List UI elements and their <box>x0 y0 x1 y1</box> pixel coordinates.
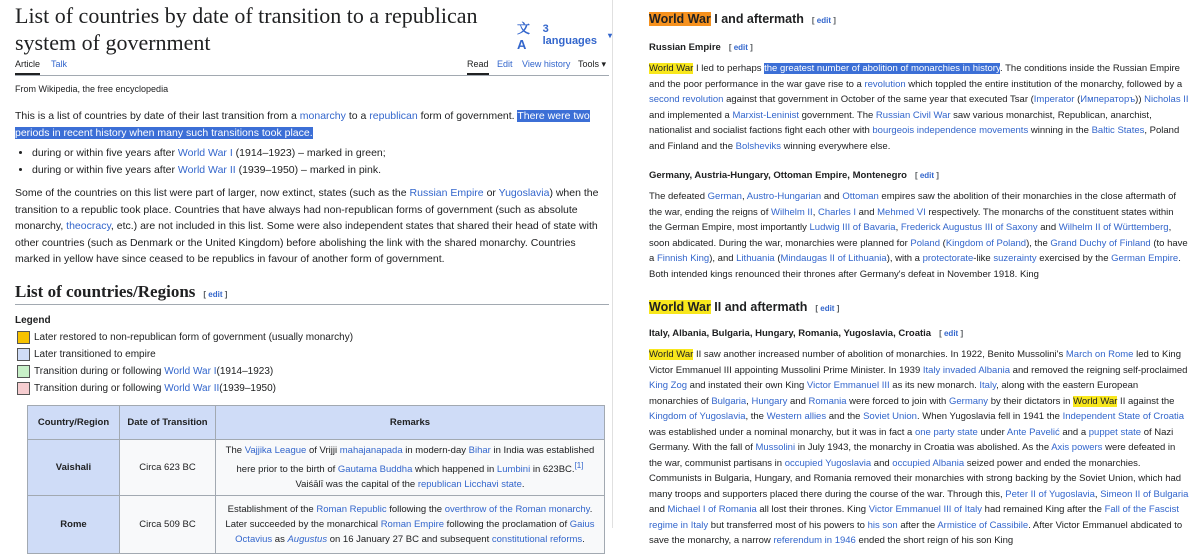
title-row <box>15 0 612 56</box>
table-header-row <box>28 405 605 439</box>
search-match: World War <box>1073 395 1118 407</box>
para-text: were forced to join with <box>846 395 949 407</box>
para-text: winning in the <box>1028 125 1092 136</box>
remark-link[interactable]: republican Licchavi state <box>417 478 522 490</box>
para-text: in July 1943, the monarchy in Croatia was abolished. As the <box>795 442 1052 453</box>
page-title: List of countries by date of transition to a republican system of government <box>15 3 478 55</box>
legend-item <box>17 329 612 346</box>
link-world-war-ii[interactable]: World War II <box>177 164 236 176</box>
remark-link[interactable]: Augustus <box>287 533 328 545</box>
link[interactable]: referendum in 1946 <box>773 535 856 546</box>
para-text: ( <box>774 253 781 264</box>
link-republican[interactable]: republican <box>369 110 418 122</box>
heading-text: Germany, Austria-Hungary, Ottoman Empire, Montenegro <box>649 170 907 181</box>
legend-item <box>17 380 612 397</box>
page-tabs <box>15 56 609 76</box>
italy-heading <box>649 328 1200 339</box>
countries-table <box>27 405 605 554</box>
link[interactable]: puppet state <box>1088 426 1142 438</box>
column-header[interactable]: Date of Transition <box>120 405 216 439</box>
para-text: and instated their own King <box>687 380 807 391</box>
para-text: ( <box>940 237 946 249</box>
para-text: government. The <box>798 109 876 121</box>
link[interactable]: Germany <box>948 395 989 407</box>
languages-label: 3 languages <box>542 23 598 47</box>
remark-link[interactable]: Vajjika League <box>244 444 307 456</box>
search-match: World War <box>649 349 694 360</box>
legend-text: Later transitioned to empire <box>34 348 156 360</box>
remark-link[interactable]: Lumbini <box>496 463 531 475</box>
para-text: )) <box>1135 94 1145 105</box>
link[interactable]: German <box>707 191 742 202</box>
intro-text: to a <box>345 110 370 122</box>
legend-text: (1939–1950) <box>219 382 276 394</box>
remark-link[interactable]: Gaius Octavius <box>235 518 595 545</box>
para-text: were defeated in the war, communist partisans in <box>649 442 1176 469</box>
link[interactable]: Italy <box>979 380 997 391</box>
link[interactable]: suzerainty <box>993 253 1037 264</box>
link[interactable]: Axis powers <box>1051 442 1103 453</box>
para-text: , <box>812 206 818 218</box>
list-text: during or within five years after <box>32 147 178 159</box>
edit-link[interactable]: edit <box>919 171 935 180</box>
column-header[interactable]: Remarks <box>216 405 605 439</box>
para-text: . The conditions inside the Russian Empire and the poor performance in the war gave rise to a <box>649 63 1180 90</box>
link[interactable]: Victor Emmanuel III of Italy <box>868 504 983 515</box>
link[interactable]: Mehmed VI <box>877 206 926 218</box>
link[interactable]: Ante Pavelić <box>1006 426 1060 438</box>
legend-swatch <box>17 348 30 361</box>
para-text: , etc.) are not included in this list. Some were also independent states that shared their head of state with other countries (such as Denmark or the United Kingdom) before abolishing the link with the shared monarchy. Countries marked in yellow have since ceased to be republics in favour of another form of government. <box>15 220 598 265</box>
remark-text: . <box>582 533 585 545</box>
link[interactable]: Marxist-Leninist <box>732 109 799 121</box>
para-text: , along with the eastern European monarchies of <box>649 380 1139 407</box>
para-text: and the <box>826 411 864 422</box>
column-header[interactable]: Country/Region <box>28 405 120 439</box>
para-text: of Nazi Germany. With the fall of <box>649 426 1174 453</box>
para-text: and implemented a <box>649 109 733 121</box>
para-text: or <box>483 187 499 199</box>
search-match: World War <box>649 300 711 314</box>
legend-swatch <box>17 382 30 395</box>
tagline: From Wikipedia, the free encyclopedia <box>15 84 169 94</box>
translate-icon: 文A <box>517 21 531 52</box>
ww1-heading <box>649 12 1200 30</box>
para-text: II saw another increased number of abolition of monarchies. In 1922, Benito Mussolini's <box>693 349 1066 360</box>
link[interactable]: Bulgaria <box>711 395 747 407</box>
list-text: (1939–1950) – marked in pink. <box>235 164 382 176</box>
link-russian-empire[interactable]: Russian Empire <box>409 187 484 199</box>
intro-text: This is a list of countries by date of their last transition from a <box>15 110 300 122</box>
remark-text: . Later succeeded by the monarchical <box>225 503 593 530</box>
context-paragraph <box>15 185 609 268</box>
link[interactable]: Peter II of Yugoslavia <box>1005 488 1095 500</box>
edit-link[interactable]: edit <box>943 329 959 338</box>
para-text: ), the <box>1026 237 1051 249</box>
edit-section-link[interactable]: [ edit ] <box>914 171 939 180</box>
link[interactable]: Frederick Augustus III of Saxony <box>900 222 1038 233</box>
link[interactable]: King Zog <box>649 380 688 391</box>
remark-text: Establishment of the <box>227 503 317 515</box>
germany-heading <box>649 170 1200 181</box>
link[interactable]: Finnish King <box>656 253 710 264</box>
link[interactable]: Bolsheviks <box>735 140 782 152</box>
para-text: as its new monarch. <box>889 380 980 391</box>
para-text: . After Victor Emmanuel abdicated to save the monarchy, a narrow <box>649 519 1183 546</box>
para-text: -like <box>973 253 994 264</box>
edit-section-link[interactable]: [ edit ] <box>203 289 228 299</box>
para-text: under <box>977 426 1007 438</box>
para-text: and <box>821 191 843 202</box>
para-text: and <box>649 504 668 515</box>
para-text: and <box>1037 222 1059 233</box>
para-text: II against the <box>1117 395 1175 407</box>
link[interactable]: occupied Yugoslavia <box>784 457 872 469</box>
link[interactable]: Western allies <box>766 411 827 422</box>
selected-link[interactable]: the greatest number of abolition of monarchies in history <box>764 63 1000 74</box>
legend-text: (1914–1923) <box>216 365 274 377</box>
link[interactable]: Kingdom of Poland <box>945 237 1027 249</box>
remark-text: on 16 January 27 BC and subsequent <box>327 533 492 545</box>
para-text: exercised by the <box>1036 253 1112 264</box>
link[interactable]: Mindaugas II of Lithuania <box>780 253 887 264</box>
period-list <box>32 145 612 179</box>
intro-paragraph <box>15 108 609 141</box>
remarks-cell <box>216 439 605 495</box>
tab-view-history[interactable]: View history <box>522 59 571 69</box>
link[interactable]: Michael I of Romania <box>667 504 757 515</box>
italy-paragraph <box>649 347 1189 549</box>
country-cell: Rome <box>28 495 120 553</box>
remark-text: in 623BC. <box>530 463 575 475</box>
search-match-current: World War <box>649 12 711 26</box>
para-text: winning everywhere else. <box>781 140 891 152</box>
para-text: all lost their thrones. King <box>756 504 869 515</box>
link[interactable]: Imperator <box>1033 94 1075 105</box>
link-world-war-i[interactable]: World War I <box>164 365 217 377</box>
tab-read[interactable]: Read <box>467 59 489 75</box>
edit-link[interactable]: edit <box>208 289 223 299</box>
para-text: . Both intended kings renounced their thrones after Germany's defeat in November 1918. King <box>649 253 1181 280</box>
para-text: I led to perhaps <box>693 63 765 74</box>
para-text: , <box>1094 488 1101 500</box>
legend-text: Later restored to non-republican form of government (usually monarchy) <box>34 331 354 343</box>
link-world-war-i[interactable]: World War I <box>177 147 233 159</box>
para-text: but transferred most of his powers to <box>708 519 868 531</box>
tab-edit[interactable]: Edit <box>497 59 513 69</box>
remarks-cell <box>216 495 605 553</box>
remark-link[interactable]: Roman Republic <box>316 503 387 515</box>
section-heading <box>15 282 609 305</box>
languages-button[interactable] <box>517 18 612 52</box>
link[interactable]: Nicholas II <box>1144 94 1189 105</box>
link[interactable]: bourgeois independence movements <box>872 125 1029 136</box>
para-text: after the <box>897 519 938 531</box>
link[interactable]: Императоръ <box>1080 94 1136 105</box>
remark-text: of Vrijji <box>306 444 340 456</box>
remark-link[interactable]: constitutional reforms <box>491 533 583 545</box>
tools-menu[interactable] <box>578 59 606 70</box>
para-text: which toppled the entire institution of the monarchy, followed by a <box>905 78 1183 90</box>
link[interactable]: revolution <box>864 78 906 90</box>
para-text: , <box>895 222 901 233</box>
para-text: had remained King after the <box>982 504 1105 515</box>
date-cell: Circa 623 BC <box>120 439 216 495</box>
table-row <box>28 439 605 495</box>
para-text: seized power and ended the monarchies. Communists in Bulgaria, Hungary, and Romania removed their monarchies with strong backing by the Soviet Union, which had many troops and supporters placed there during the course of the war. Through this, <box>649 457 1182 500</box>
link-yugoslavia[interactable]: Yugoslavia <box>498 187 550 199</box>
link-theocracy[interactable]: theocracy <box>66 220 111 232</box>
para-text: ) when the transition to a republic took place. Countries that have always had non-republican forms of government (such as absolute monarchy, <box>15 187 599 232</box>
edit-section-link[interactable]: [ edit ] <box>728 43 753 52</box>
remark-text: in modern-day <box>402 444 469 456</box>
country-cell: Vaishali <box>28 439 120 495</box>
tab-article[interactable]: Article <box>15 59 40 75</box>
remark-link[interactable]: overthrow of the Roman monarchy <box>444 503 590 515</box>
link[interactable]: Ottoman <box>842 191 879 202</box>
chevron-down-icon: ▾ <box>607 30 612 40</box>
search-match: World War <box>649 63 694 74</box>
list-item <box>32 162 612 179</box>
remark-text: following the <box>386 503 445 515</box>
edit-link[interactable]: edit <box>820 304 835 313</box>
link[interactable]: Charles I <box>817 206 856 218</box>
para-text: and <box>787 395 809 407</box>
link[interactable]: Fall of the Fascist regime in Italy <box>649 504 1180 531</box>
legend-text: Transition during or following <box>34 365 162 377</box>
remark-text: as <box>272 533 288 545</box>
para-text: , Poland and Finland and the <box>649 125 1180 152</box>
link[interactable]: Poland <box>910 237 940 249</box>
russian-empire-heading <box>649 42 1200 53</box>
edit-link[interactable]: edit <box>816 16 832 25</box>
list-item <box>32 145 612 162</box>
para-text: saw various monarchist, Republican, anarchist, nationalist and socialist factions fight each other with <box>649 109 1152 136</box>
remark-text: following the proclamation of <box>444 518 570 530</box>
remark-link[interactable]: mahajanapada <box>339 444 403 456</box>
ww2-heading <box>649 300 1200 318</box>
remark-link[interactable]: Bihar <box>468 444 491 456</box>
heading-text: Italy, Albania, Bulgaria, Hungary, Romania, Yugoslavia, Croatia <box>649 328 932 339</box>
edit-link[interactable]: edit <box>733 43 748 52</box>
para-text: against that government in October of the same year that executed Tsar ( <box>723 94 1034 105</box>
remark-text: in India was established here prior to the birth of <box>236 444 595 475</box>
legend-text: Transition during or following <box>34 382 162 394</box>
link[interactable]: Hungary <box>751 395 788 407</box>
legend-swatch <box>17 365 30 378</box>
heading-text: Russian Empire <box>649 42 721 53</box>
remark-text: which happened in <box>412 463 497 475</box>
link[interactable]: Kingdom of Yugoslavia <box>649 411 746 422</box>
selected-text: There were two periods in recent history when many such transitions took place. <box>15 110 590 139</box>
edit-section-link[interactable]: [ edit ] <box>811 16 836 25</box>
remark-text: The <box>225 444 245 456</box>
link[interactable]: Independent State of Croatia <box>1062 411 1185 422</box>
remark-text: . <box>521 478 525 490</box>
link[interactable]: his son <box>867 519 898 531</box>
para-text: (to have a <box>649 237 1188 264</box>
link[interactable]: Armistice of Cassibile <box>937 519 1029 531</box>
para-text: led to King Victor Emmanuel III appointing Mussolini Prime Minister. In 1939 <box>649 349 1182 376</box>
remark-link[interactable]: Roman Empire <box>380 518 445 530</box>
link[interactable]: Simeon II of Bulgaria <box>1100 488 1189 500</box>
para-text: , <box>746 395 752 407</box>
link[interactable]: Wilhelm II <box>771 206 813 218</box>
link[interactable]: Mussolini <box>755 442 796 453</box>
link-monarchy[interactable]: monarchy <box>299 110 346 122</box>
citation-link[interactable]: [1] <box>574 460 584 470</box>
date-cell: Circa 509 BC <box>120 495 216 553</box>
link[interactable]: Wilhelm II of Württemberg <box>1058 222 1169 233</box>
remark-link[interactable]: Gautama Buddha <box>337 463 413 475</box>
tools-label: Tools <box>578 59 600 69</box>
legend-swatch <box>17 331 30 344</box>
para-text: ( <box>1074 94 1081 105</box>
link[interactable]: Ludwig III of Bavaria <box>809 222 896 233</box>
para-text: and removed the reigning self-proclaimed <box>1010 364 1188 376</box>
link[interactable]: Victor Emmanuel III <box>806 380 890 391</box>
para-text: and a <box>1059 426 1089 438</box>
legend-item <box>17 346 612 363</box>
legend-title: Legend <box>15 314 51 326</box>
para-text: empires saw the abolition of their monarchies in the close aftermath of the war, ending the reigns of <box>649 191 1177 218</box>
link[interactable]: occupied Albania <box>892 457 965 469</box>
para-text: Some of the countries on this list were part of larger, now extinct, states (such as the <box>15 187 410 199</box>
section-title: List of countries/Regions <box>15 281 196 301</box>
link[interactable]: Baltic States <box>1091 125 1145 136</box>
link[interactable]: Russian Civil War <box>875 109 951 121</box>
heading-text: II and aftermath <box>710 300 808 314</box>
para-text: was established under a nominal monarchy, but it was in fact a <box>649 426 915 438</box>
link[interactable]: March on Rome <box>1065 349 1134 360</box>
para-text: , <box>741 191 747 202</box>
chevron-down-icon: ▾ <box>601 59 607 69</box>
edit-section-link[interactable]: [ edit ] <box>939 329 964 338</box>
para-text: and <box>856 206 878 218</box>
link[interactable]: protectorate <box>922 253 974 264</box>
right-article-panel <box>612 0 1200 546</box>
para-text: ), and <box>709 253 737 264</box>
link[interactable]: Soviet Union <box>863 411 917 422</box>
tab-talk[interactable]: Talk <box>51 59 68 69</box>
edit-section-link[interactable]: [ edit ] <box>815 304 840 313</box>
para-text: The defeated <box>649 191 708 202</box>
link[interactable]: Romania <box>808 395 847 407</box>
legend-item <box>17 363 612 380</box>
table-row <box>28 495 605 553</box>
list-text: during or within five years after <box>32 164 178 176</box>
link[interactable]: Austro-Hungarian <box>746 191 822 202</box>
para-text: ), with a <box>886 253 923 264</box>
germany-paragraph <box>649 189 1189 282</box>
para-text: respectively. The monarchs of the constituent states within the German Empire, most importantly <box>649 206 1174 233</box>
para-text: by their dictators in <box>988 395 1074 407</box>
remark-text: Vaiśālī was the capital of the <box>295 478 418 490</box>
link[interactable]: second revolution <box>649 94 724 105</box>
link[interactable]: one party state <box>914 426 978 438</box>
legend <box>15 329 612 397</box>
link-world-war-ii[interactable]: World War II <box>164 382 220 394</box>
list-text: (1914–1923) – marked in green; <box>232 147 386 159</box>
link[interactable]: Lithuania <box>736 253 775 264</box>
russian-empire-paragraph <box>649 61 1189 154</box>
link[interactable]: Italy invaded Albania <box>922 364 1011 376</box>
para-text: ended the short reign of his son King <box>855 535 1014 546</box>
para-text: , the <box>745 411 767 422</box>
link[interactable]: Grand Duchy of Finland <box>1050 237 1151 249</box>
intro-text: form of government. <box>417 110 518 122</box>
para-text: and <box>871 457 893 469</box>
para-text: . When Yugoslavia fell in 1941 the <box>916 411 1063 422</box>
link[interactable]: German Empire <box>1111 253 1179 264</box>
para-text: , soon abdicated. During the war, monarchies were planned for <box>649 222 1172 249</box>
heading-text: I and aftermath <box>710 12 804 26</box>
